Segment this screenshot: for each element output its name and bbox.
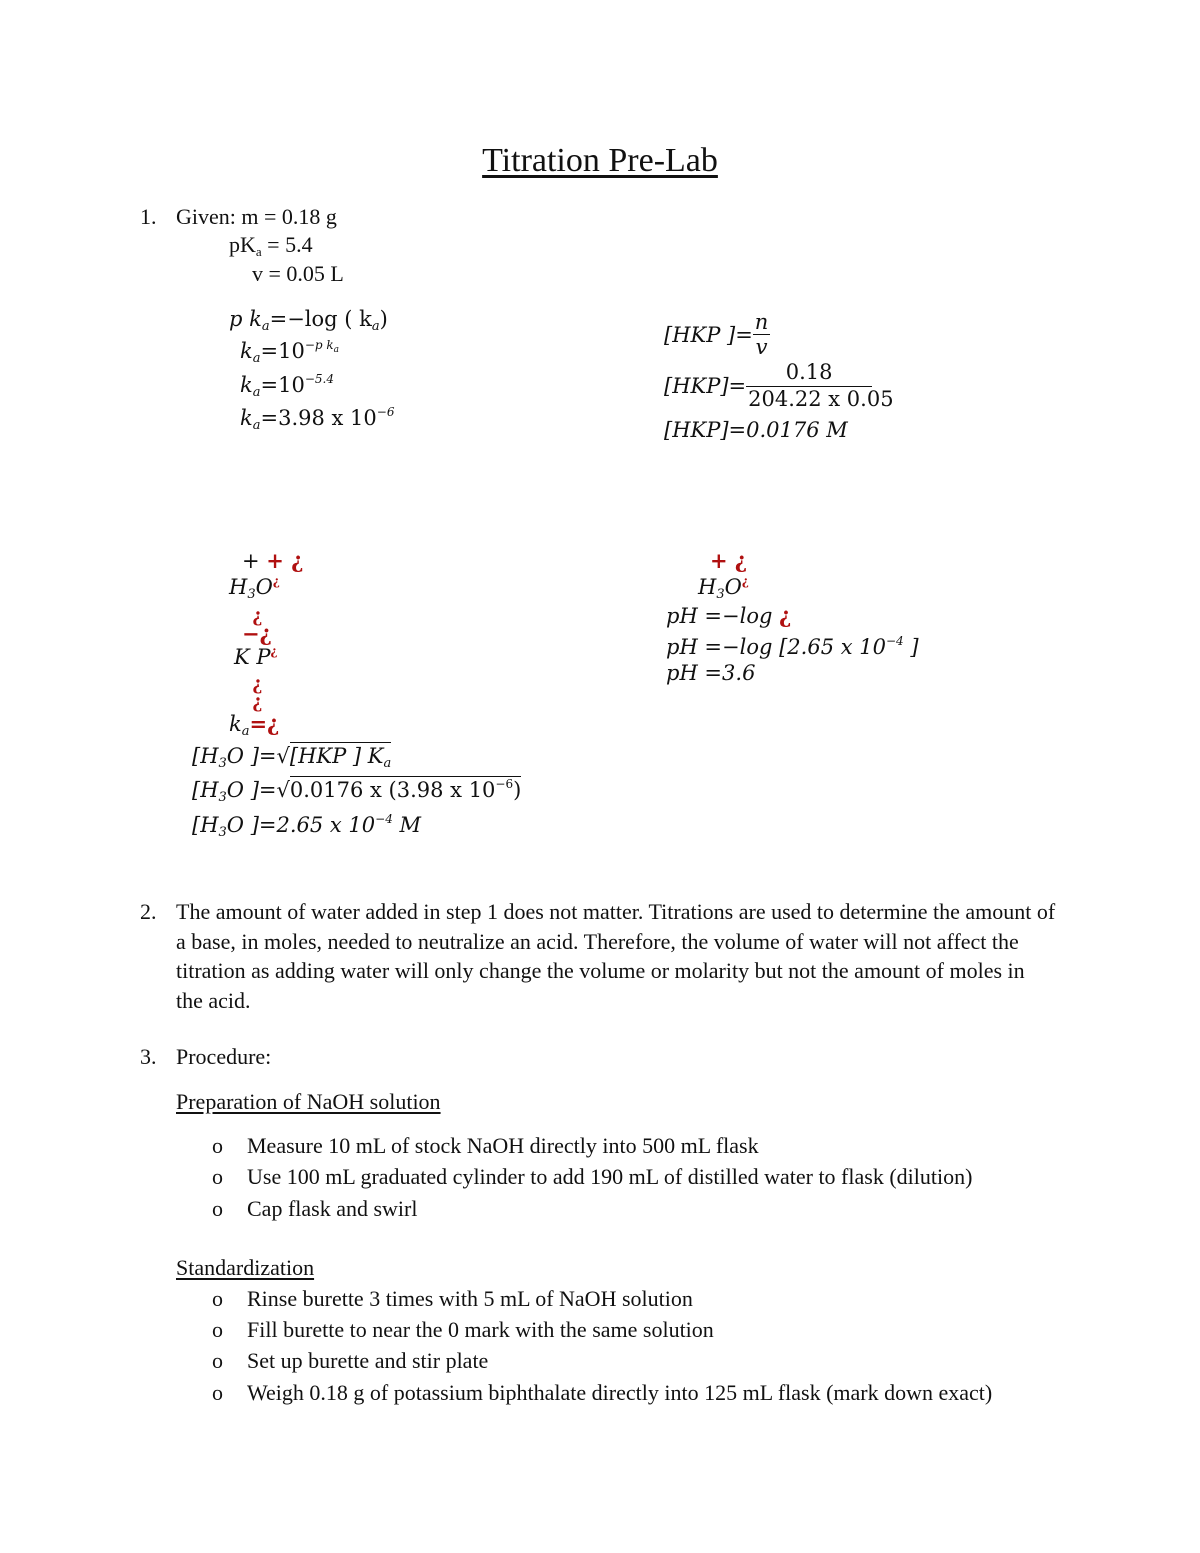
garbled-right-1: + ¿ bbox=[710, 548, 748, 573]
list-item: Use 100 mL graduated cylinder to add 190 mL of distilled water to flask (dilution) bbox=[247, 1164, 973, 1189]
garbled-h3o: $H_3O^¿$ bbox=[229, 574, 280, 602]
q3-number: 3. bbox=[140, 1044, 157, 1069]
list-item: Rinse burette 3 times with 5 mL of NaOH solution bbox=[247, 1286, 693, 1311]
q2-number: 2. bbox=[140, 899, 157, 924]
eq-hkp-substitution: [HKP]= $\frac{0.18}{204.22 x 0.05}$ bbox=[664, 360, 894, 411]
given-volume: v = 0.05 L bbox=[252, 261, 344, 286]
given-pka: $pK_a = 5.4$ bbox=[229, 232, 313, 259]
garbled-line-1: + + ¿ bbox=[242, 548, 304, 573]
list-item: Fill burette to near the 0 mark with the same solution bbox=[247, 1317, 714, 1342]
list-item: Set up burette and stir plate bbox=[247, 1348, 489, 1373]
fraction-n-over-v: $\frac{n}{v}$ bbox=[754, 310, 769, 359]
q1-number: 1. bbox=[140, 204, 157, 229]
garbled-line-4: −¿ bbox=[242, 621, 272, 646]
garbled-line-3: ¿ bbox=[252, 602, 263, 626]
given-mass: Given: m = 0.18 g bbox=[176, 204, 337, 229]
garbled-line-6: ¿ bbox=[252, 670, 263, 694]
bullet-marker: o bbox=[212, 1286, 223, 1311]
eq-ph-definition: pH =−log ¿ bbox=[666, 603, 792, 628]
bullet-marker: o bbox=[212, 1133, 223, 1158]
garbled-right-h3o: $H_3O^¿$ bbox=[698, 574, 749, 602]
garbled-kp: K P¿ bbox=[234, 644, 278, 669]
page-title: Titration Pre-Lab bbox=[482, 142, 718, 179]
section-preparation-title: Preparation of NaOH solution bbox=[176, 1089, 441, 1114]
eq-h3o-substitution: [$H_3O$ ]=√0.0176 x (3.98 x $10^{-6}$) bbox=[192, 777, 522, 805]
eq-h3o-result: [$H_3O$ ]=2.65 x $10^{-4}$ M bbox=[192, 812, 422, 840]
eq-ka-numeric-power: $k_a=10^{-5.4}$ bbox=[240, 372, 334, 400]
list-item: Weigh 0.18 g of potassium biphthalate directly into 125 mL flask (mark down exact) bbox=[247, 1380, 993, 1405]
section-standardization-title: Standardization bbox=[176, 1255, 315, 1280]
list-item: Measure 10 mL of stock NaOH directly into 500 mL flask bbox=[247, 1133, 759, 1158]
fraction-hkp: $\frac{0.18}{204.22 x 0.05}$ bbox=[748, 360, 894, 411]
bullet-marker: o bbox=[212, 1380, 223, 1405]
eq-ka-value: $k_a=3.98$ x $10^{-6}$ bbox=[240, 405, 395, 433]
bullet-marker: o bbox=[212, 1196, 223, 1221]
bullet-marker: o bbox=[212, 1317, 223, 1342]
list-item: Cap flask and swirl bbox=[247, 1196, 418, 1221]
eq-ph-result: pH =3.6 bbox=[666, 661, 756, 685]
garbled-ka: $k_a=¿$ bbox=[229, 711, 280, 739]
bullet-marker: o bbox=[212, 1164, 223, 1189]
eq-hkp-result: [HKP]=0.0176 M bbox=[664, 418, 848, 442]
eq-h3o-sqrt: [$H_3O$ ]=√[HKP ] $K_a$ bbox=[192, 744, 392, 771]
q2-answer-text: The amount of water added in step 1 does not matter. Titrations are used to determine the amount of a base, in moles, needed to neutralize an acid. Therefore, the volume of water will not affect the titration as adding water will only change the volume or molarity but not the amount of moles in the acid. bbox=[176, 899, 1056, 1013]
bullet-marker: o bbox=[212, 1348, 223, 1373]
eq-ph-substitution: pH =−log [2.65 x $10^{-4}$ ] bbox=[666, 634, 919, 659]
eq-hkp-definition: [HKP ]= $\frac{n}{v}$ bbox=[664, 310, 769, 359]
eq-pka-definition: p $k_a=-\log$ ( $k_a$) bbox=[229, 307, 388, 334]
garbled-line-7: ¿ bbox=[252, 688, 263, 712]
procedure-label: Procedure: bbox=[176, 1044, 272, 1069]
eq-ka-power: $k_a=10^{-p k}_a$ bbox=[240, 338, 340, 366]
